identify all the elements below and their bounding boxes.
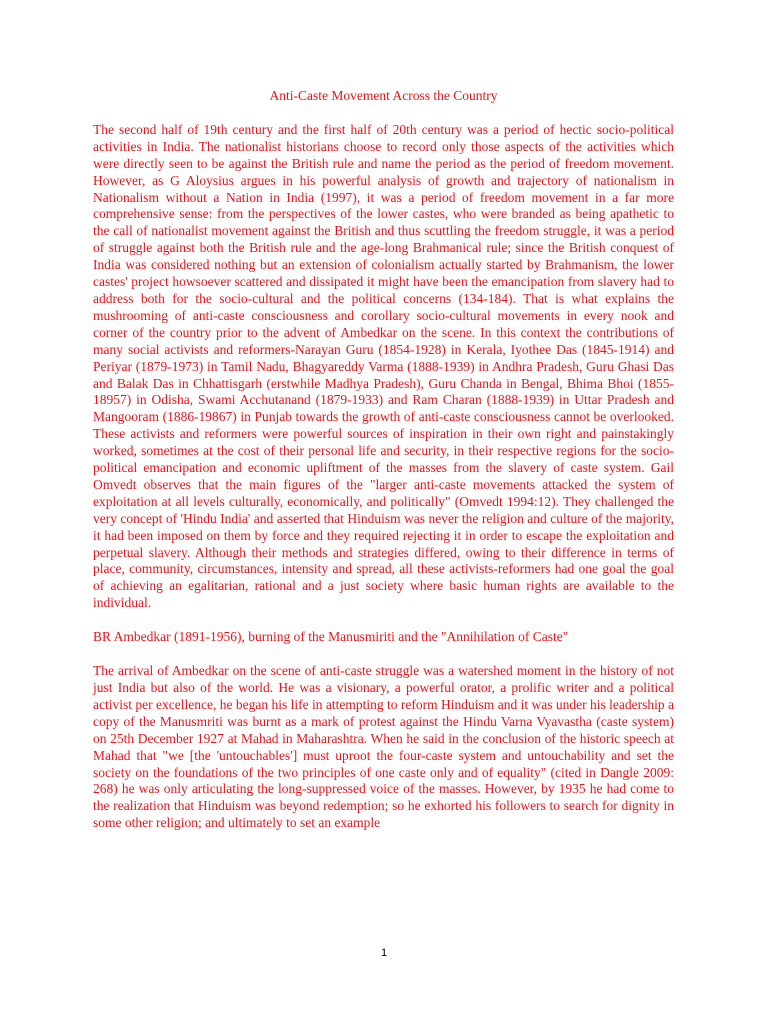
paragraph-intro: The second half of 19th century and the first half of 20th century was a period of hectic socio-political activities in India. The nationalist historians choose to record only those aspects of the activities which were directly seen to be against the British rule and name the period as the period of freedom movement. However, as G Aloysius argues in his powerful analysis of growth and trajectory of nationalism in Nationalism without a Nation in India (1997), it was a period of freedom movement in a far more comprehensive sense: from the perspectives of the lower castes, who were branded as being apathetic to the call of nationalist movement against the British and thus scuttling the freedom struggle, it was a period of struggle against both the British rule and the age-long Brahmanical rule; since the British conquest of India was considered nothing but an extension of colonialism actually started by Brahmanism, the lower castes' project howsoever scattered and dissipated it might have been the emancipation from slavery had to address both for the socio-cultural and the political concerns (134-184). That is what explains the mushrooming of anti-caste consciousness and corollary socio-cultural movements in every nook and corner of the country prior to the advent of Ambedkar on the scene. In this context the contributions of many social activists and reformers-Narayan Guru (1854-1928) in Kerala, Iyothee Das (1845-1914) and Periyar (1879-1973) in Tamil Nadu, Bhagyareddy Varma (1888-1939) in Andhra Pradesh, Guru Ghasi Das and Balak Das in Chhattisgarh (erstwhile Madhya Pradesh), Guru Chanda in Bengal, Bhima Bhoi (1855-18957) in Odisha, Swami Acchutanand (1879-1933) and Ram Charan (1888-1939) in Uttar Pradesh and Mangooram (1886-19867) in Punjab towards the growth of anti-caste consciousness cannot be overlooked. These activists and reformers were powerful sources of inspiration in their own right and painstakingly worked, sometimes at the cost of their personal life and security, in their respective regions for the socio-political emancipation and economic upliftment of the masses from the slavery of caste system. Gail Omvedt observes that the main figures of the "larger anti-caste movements attacked the system of exploitation at all levels culturally, economically, and politically" (Omvedt 1994:12). They challenged the very concept of 'Hindu India' and asserted that Hinduism was never the religion and culture of the majority, it had been imposed on them by force and they required rejecting it in order to escape the exploitation and perpetual slavery. Although their methods and strategies differed, owing to their difference in terms of place, community, circumstances, intensity and spread, all these activists-reformers had one goal the goal of achieving an egalitarian, rational and a just society where basic human rights are available to the individual. — [93, 121, 674, 611]
paragraph-ambedkar: The arrival of Ambedkar on the scene of anti-caste struggle was a watershed moment in the history of not just India but also of the world. He was a visionary, a powerful orator, a prolific writer and a political activist per excellence, he began his life in attempting to reform Hinduism and it was under his leadership a copy of the Manusmriti was burnt as a mark of protest against the Hindu Varna Vyavastha (caste system) on 25th December 1927 at Mahad in Maharashtra. When he said in the conclusion of the historic speech at Mahad that "we [the 'untouchables'] must uproot the four-caste system and untouchability and set the society on the foundations of the two principles of one caste only and of equality" (cited in Dangle 2009: 268) he was only articulating the long-suppressed voice of the masses. However, by 1935 he had come to the realization that Hinduism was beyond redemption; so he exhorted his followers to search for dignity in some other religion; and ultimately to set an example — [93, 663, 674, 831]
document-title: Anti-Caste Movement Across the Country — [269, 88, 498, 103]
document-body — [93, 88, 674, 832]
section-heading: BR Ambedkar (1891-1956), burning of the Manusmiriti and the "Annihilation of Caste" — [93, 629, 569, 645]
page-number: 1 — [380, 947, 388, 959]
